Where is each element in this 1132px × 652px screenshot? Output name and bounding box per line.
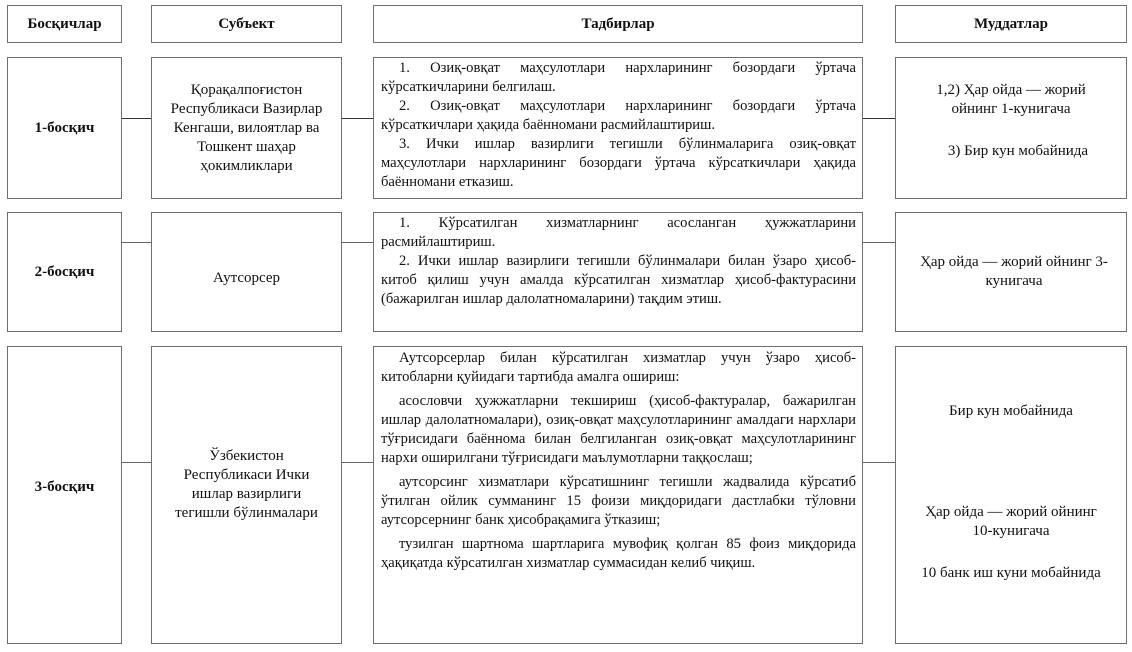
header-stages: [7, 5, 122, 43]
header-actions-label: Тадбирлар: [581, 15, 655, 32]
action-item: 1. Кўрсатилган хизматларнинг асосланган ҳужжатларини расмийлаштириш.: [381, 215, 856, 250]
stage-3-label: 3-босқич: [34, 478, 95, 495]
header-subject-label: Субъект: [218, 15, 275, 32]
actions-2-box: [373, 212, 863, 332]
deadlines-2-box: [895, 212, 1127, 332]
action-item: тузилган шартнома шартларига мувофиқ қолган 85 фоиз миқдорида ҳақиқатда кўрсатилган хизматлар суммасидан келиб чиқиш.: [381, 536, 856, 571]
action-item: 2. Озиқ-овқат маҳсулотлари нархларининг бозордаги ўртача кўрсаткичлари ҳақида баённомани расмийлаштириш.: [381, 98, 856, 133]
subject-3-text: Ўзбекистон Республикаси Ички ишлар вазирлиги тегишли бўлинмалари: [175, 448, 318, 521]
subject-3-box: [151, 346, 342, 644]
deadline-item: 1,2) Ҳар ойда — жорий ойнинг 1-кунигача: [936, 82, 1086, 117]
stage-2-label: 2-босқич: [34, 263, 95, 280]
stage-1-box: [7, 57, 122, 199]
action-item: 2. Ички ишлар вазирлиги тегишли бўлинмалари билан ўзаро ҳисоб-китоб қилиш учун амалда кўрсатилган хизматлар ҳисоб-фактурасини (бажарилган ишлар далолатномаларини) тақдим этиш.: [381, 253, 856, 307]
stage-1-label: 1-босқич: [34, 119, 95, 136]
connector-stage2-subject: [122, 242, 151, 243]
subject-1-text: Қорақалпоғистон Республикаси Вазирлар Кенгаши, вилоятлар ва Тошкент шаҳар ҳокимликлари: [170, 81, 323, 174]
stage-3-box: [7, 346, 122, 644]
connector-subject3-actions: [342, 462, 373, 463]
deadline-item: Ҳар ойда — жорий ойнинг 10-кунигача: [925, 504, 1097, 539]
action-item: аутсорсинг хизматлари кўрсатишнинг тегишли жадвалида кўрсатиб ўтилган ойлик сумманинг 15 фоизи миқдоридаги дастлабки тўловни аутсорсернинг банк ҳисобрақамига ўтказиш;: [381, 474, 856, 528]
action-item: асословчи ҳужжатларни текшириш (ҳисоб-фактуралар, бажарилган ишлар далолатномалари), озиқ-овқат маҳсулотларининг амалдаги нархлари тўғрисидаги баённома билан белгиланган озиқ-овқат маҳсулотларининг нархи оширилгани тўғрисидаги маълумотларни таққослаш;: [381, 393, 856, 466]
actions-3-box: [373, 346, 863, 644]
subject-2-box: [151, 212, 342, 332]
deadline-item: Бир кун мобайнида: [949, 403, 1073, 419]
header-deadlines-label: Муддатлар: [973, 15, 1049, 32]
connector-stage1-subject: [122, 118, 151, 119]
connector-actions2-deadlines: [863, 242, 895, 243]
header-subject: [151, 5, 342, 43]
connector-subject2-actions: [342, 242, 373, 243]
subject-1-box: [151, 57, 342, 199]
connector-subject1-actions: [342, 118, 373, 119]
actions-1-box: [373, 57, 863, 199]
deadlines-1-box: [895, 57, 1127, 199]
connector-actions3-deadlines: [863, 462, 895, 463]
action-item: 1. Озиқ-овқат маҳсулотлари нархларининг бозордаги ўртача кўрсаткичларини белгилаш.: [381, 60, 856, 95]
action-item: Аутсорсерлар билан кўрсатилган хизматлар учун ўзаро ҳисоб-китобларни қуйидаги тартибда амалга ошириш:: [381, 350, 856, 385]
stage-2-box: [7, 212, 122, 332]
header-stages-label: Босқичлар: [27, 15, 102, 32]
connector-stage3-subject: [122, 462, 151, 463]
header-actions: [373, 5, 863, 43]
subject-2-text: Аутсорсер: [213, 270, 280, 286]
deadlines-3-box: [895, 346, 1127, 644]
deadline-item: 3) Бир кун мобайнида: [947, 143, 1089, 159]
action-item: 3. Ички ишлар вазирлиги тегишли бўлинмаларига озиқ-овқат маҳсулотлари нархларининг бозордаги ўртача кўрсаткичлари ҳақида баённомани етказиш.: [381, 136, 856, 190]
connector-actions1-deadlines: [863, 118, 895, 119]
header-deadlines: [895, 5, 1127, 43]
deadline-item: 10 банк иш куни мобайнида: [921, 565, 1101, 581]
deadline-item: Ҳар ойда — жорий ойнинг 3-кунигача: [920, 254, 1108, 289]
